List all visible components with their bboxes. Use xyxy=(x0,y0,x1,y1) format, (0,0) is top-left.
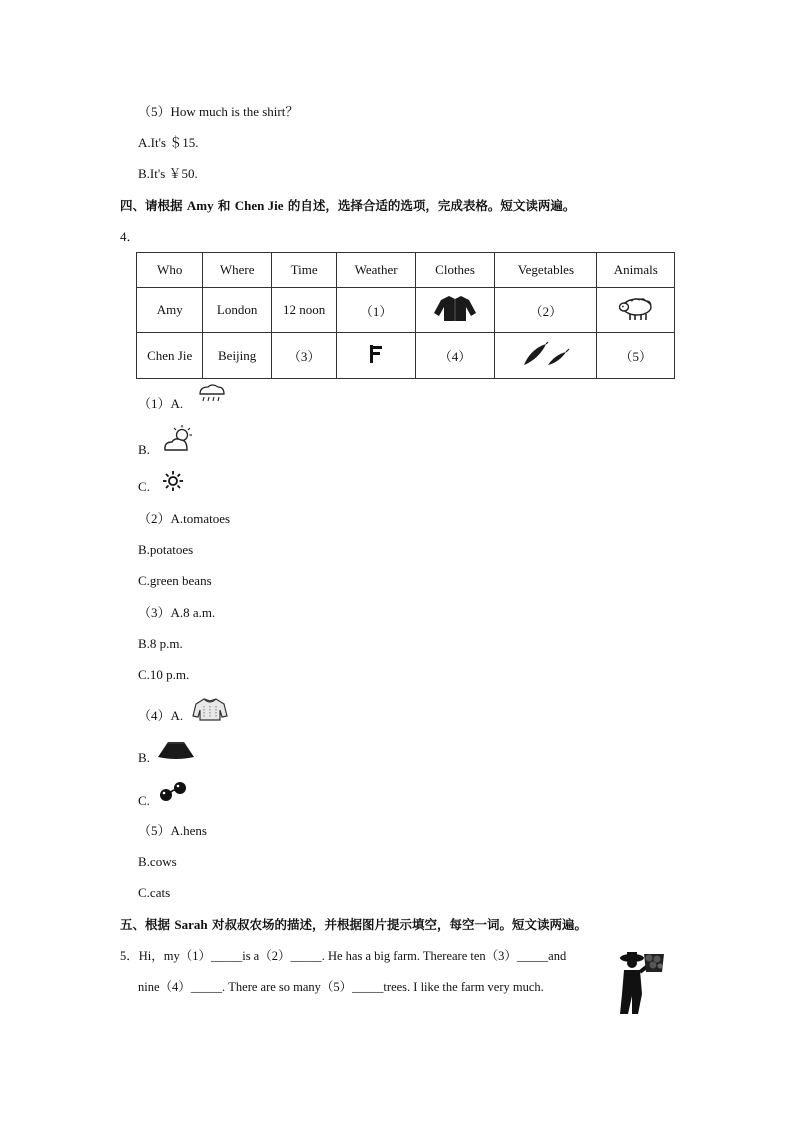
q4-4-b-label: B. xyxy=(138,750,150,765)
q4-4-c-label: C. xyxy=(138,793,150,808)
q4-3-c: C.10 p.m. xyxy=(138,667,190,682)
farmer-icon xyxy=(612,950,668,1020)
info-table xyxy=(136,252,675,379)
table-header-row xyxy=(137,253,675,288)
skirt-icon xyxy=(156,739,196,765)
q4-1-label: （1）A. xyxy=(138,396,184,411)
header-clothes: Clothes xyxy=(415,253,494,288)
sunny-icon xyxy=(160,470,186,496)
q5-passage-line2: nine（4）_____. There are so many（5）_____trees. I like the farm very much. xyxy=(138,980,544,994)
q3-5-option-a: A.It's ＄15. xyxy=(138,135,199,150)
header-weather: Weather xyxy=(337,253,415,288)
header-animals: Animals xyxy=(597,253,675,288)
cell-animals: （5） xyxy=(597,333,675,379)
section5-heading: 五、根据 Sarah 对叔叔农场的描述，并根据图片提示填空，每空一词。短文读两遍。 xyxy=(120,917,587,932)
q4-5-a: （5）A.hens xyxy=(138,823,207,838)
q4-3-a: （3）A.8 a.m. xyxy=(138,605,216,620)
q4-3-b: B.8 p.m. xyxy=(138,636,183,651)
cell-where: Beijing xyxy=(203,333,272,379)
table-row xyxy=(137,288,675,333)
table-row xyxy=(137,333,675,379)
section4-heading: 四、请根据 Amy 和 Chen Jie 的自述，选择合适的选项，完成表格。短文读两遍。 xyxy=(120,198,576,213)
cell-clothes xyxy=(415,288,494,333)
cell-animals xyxy=(597,288,675,333)
q4-2-b: B.potatoes xyxy=(138,542,194,557)
sun-behind-cloud-icon xyxy=(162,424,194,458)
header-vegetables: Vegetables xyxy=(495,253,597,288)
jacket-icon xyxy=(433,293,477,327)
sweater-icon xyxy=(192,696,228,726)
q5-passage-line1: 5．Hi，my（1）_____is a（2）_____. He has a big farm. Thereare ten（3）_____and xyxy=(120,949,567,963)
cell-clothes: （4） xyxy=(415,333,494,379)
q4-4-label: （4）A. xyxy=(138,708,184,723)
cell-time: 12 noon xyxy=(271,288,336,333)
q4-5-c: C.cats xyxy=(138,885,171,900)
q4-1-c-label: C. xyxy=(138,479,150,494)
cell-who: Chen Jie xyxy=(137,333,203,379)
sunglasses-icon xyxy=(156,780,190,808)
cell-who: Amy xyxy=(137,288,203,333)
cell-weather xyxy=(337,333,415,379)
header-who: Who xyxy=(137,253,203,288)
q3-5-question: （5）How much is the shirt？ xyxy=(138,104,299,119)
q3-5-option-b: B.It's ￥50. xyxy=(138,166,198,181)
q4-2-a: （2）A.tomatoes xyxy=(138,511,231,526)
header-where: Where xyxy=(203,253,272,288)
windy-flag-icon xyxy=(368,344,384,368)
sheep-icon xyxy=(618,294,654,326)
q4-2-c: C.green beans xyxy=(138,573,212,588)
q4-1-b-label: B. xyxy=(138,442,150,457)
cell-vegetables xyxy=(495,333,597,379)
cell-time: （3） xyxy=(271,333,336,379)
q4-5-b: B.cows xyxy=(138,854,177,869)
green-beans-icon xyxy=(520,341,572,371)
cell-weather: （1） xyxy=(337,288,415,333)
cell-where: London xyxy=(203,288,272,333)
header-time: Time xyxy=(271,253,336,288)
question-number-4: 4． xyxy=(120,229,140,244)
rainy-cloud-icon xyxy=(196,384,226,408)
cell-vegetables: （2） xyxy=(495,288,597,333)
